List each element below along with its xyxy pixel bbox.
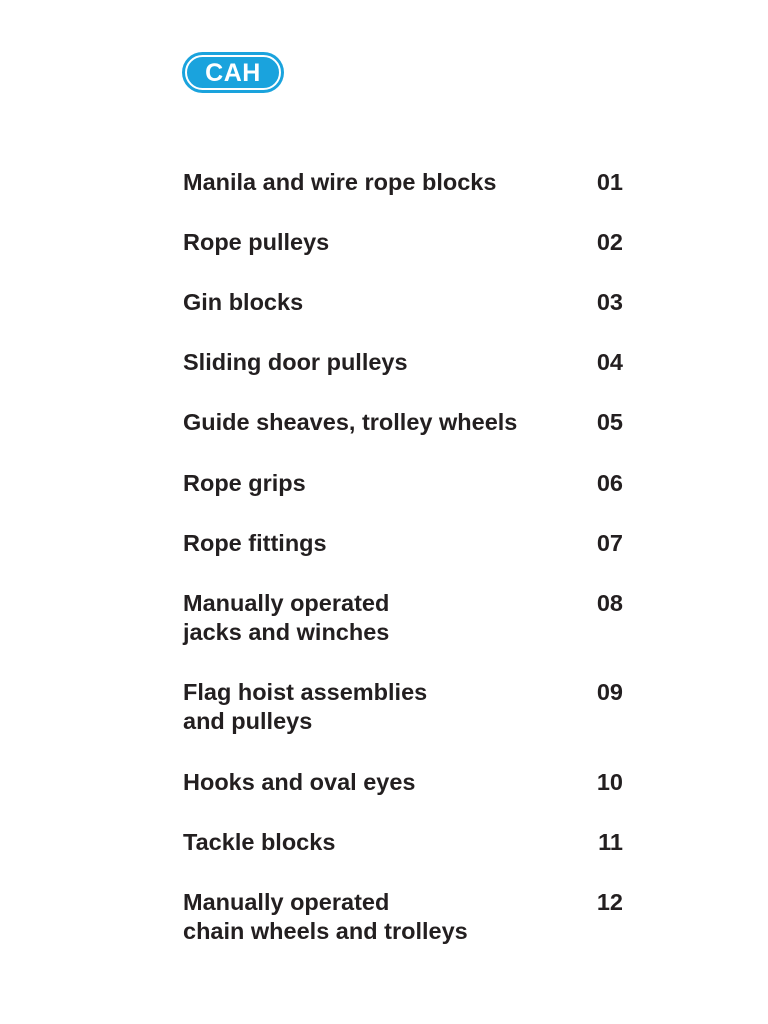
toc-entry-title: Hooks and oval eyes <box>183 769 416 795</box>
toc-entry-number: 06 <box>596 470 623 496</box>
toc-entry-number: 08 <box>596 590 623 616</box>
toc-entry-title: Guide sheaves, trolley wheels <box>183 409 518 435</box>
toc-entry-number: 01 <box>596 169 623 195</box>
toc-entry-number: 04 <box>596 349 623 375</box>
table-of-contents <box>183 0 623 1024</box>
toc-entry-title: Rope grips <box>183 470 306 496</box>
toc-entry-number: 02 <box>596 229 623 255</box>
logo-text: CAH <box>205 58 261 87</box>
toc-entry-title: Tackle blocks <box>183 829 336 855</box>
toc-entry-number: 05 <box>596 409 623 435</box>
toc-entry-title: Manila and wire rope blocks <box>183 169 497 195</box>
toc-entry-title: Rope pulleys <box>183 229 330 255</box>
toc-entry-number: 11 <box>598 829 623 855</box>
toc-entry-number: 07 <box>596 530 623 556</box>
toc-entry-title: Manually operated jacks and winches <box>183 590 390 645</box>
toc-entry-title: Flag hoist assemblies and pulleys <box>183 679 428 734</box>
toc-entry-number: 12 <box>596 889 623 915</box>
toc-entry-title: Gin blocks <box>183 289 304 315</box>
toc-entry-title: Manually operated chain wheels and trolleys <box>183 889 468 944</box>
toc-entry-number: 10 <box>596 769 623 795</box>
toc-entry-number: 09 <box>596 679 623 705</box>
toc-entry-number: 03 <box>596 289 623 315</box>
toc-entry-title: Rope fittings <box>183 530 327 556</box>
toc-entry-title: Sliding door pulleys <box>183 349 408 375</box>
